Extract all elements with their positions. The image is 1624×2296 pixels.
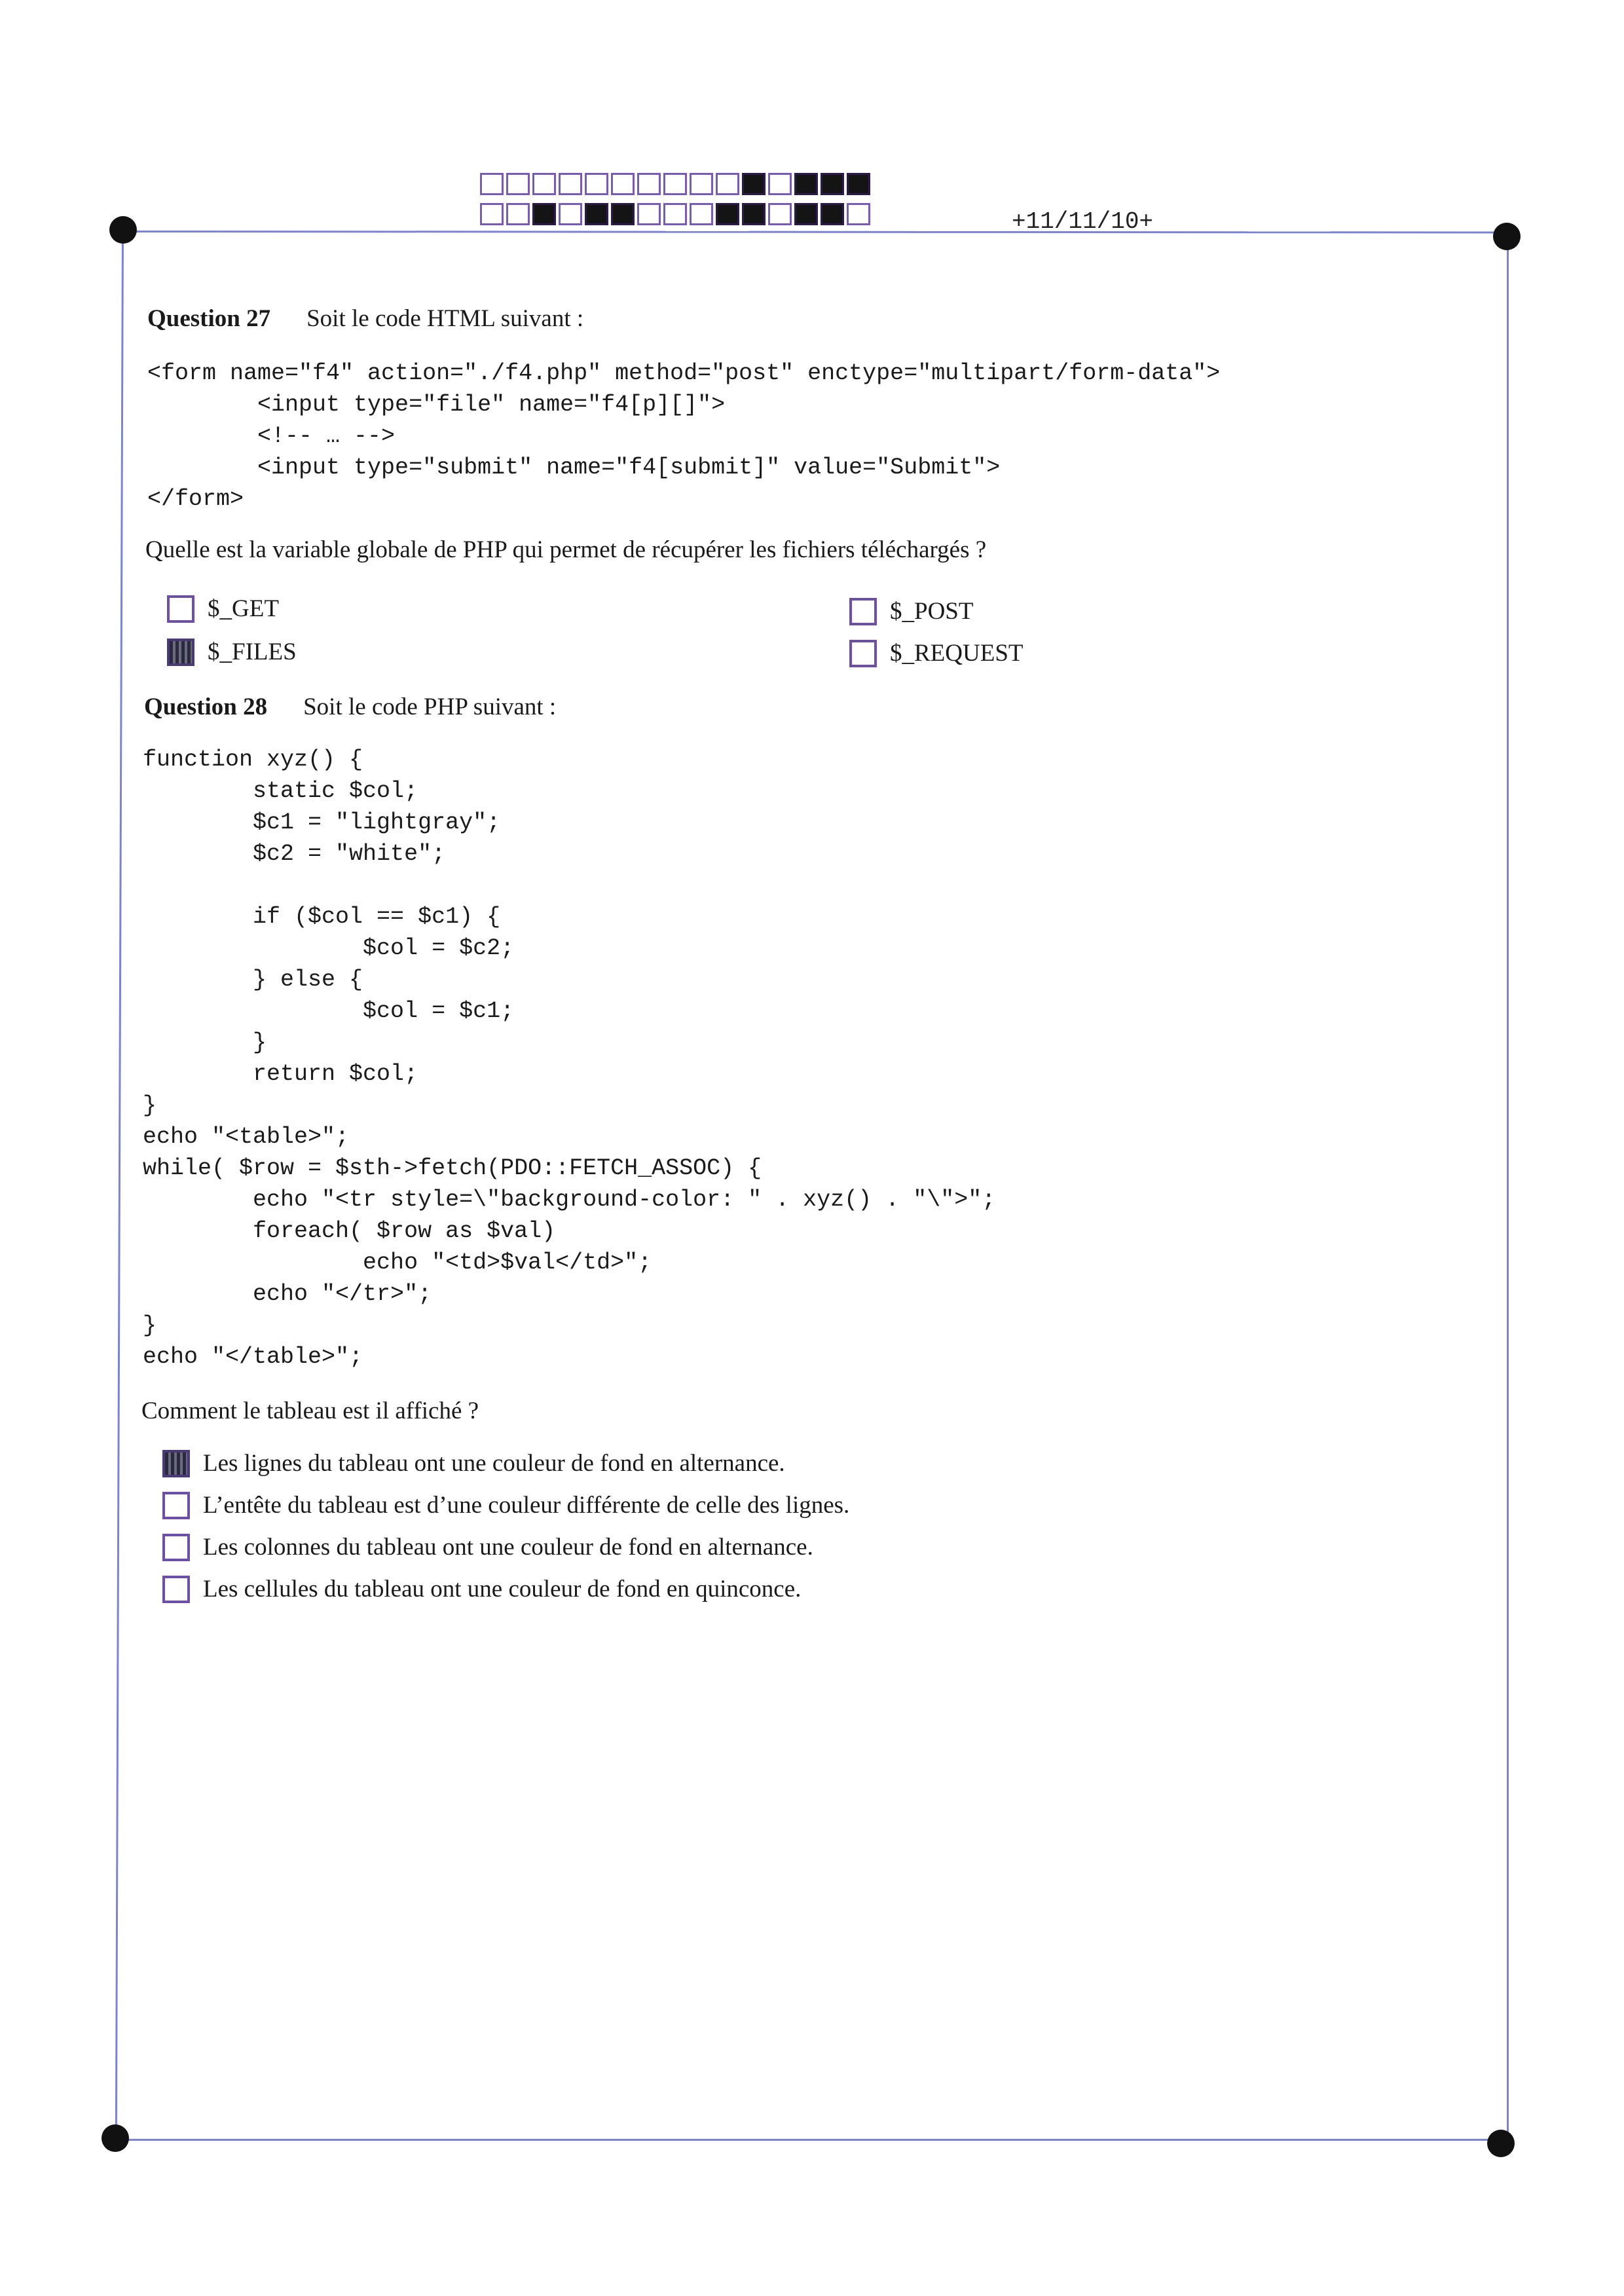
frame-right [1507, 236, 1509, 2140]
answer-option-alternating-columns[interactable] [162, 1533, 813, 1561]
answer-option-files[interactable] [167, 638, 297, 666]
question-intro: Soit le code PHP suivant : [303, 694, 557, 720]
barcode-cell [716, 203, 739, 225]
option-label: $_FILES [208, 639, 297, 665]
barcode-cell [821, 173, 844, 195]
checkbox-checked[interactable] [167, 639, 194, 666]
option-label: Les lignes du tableau ont une couleur de fond en alternance. [203, 1450, 785, 1477]
checkbox[interactable] [162, 1534, 190, 1561]
barcode-cell [794, 203, 818, 225]
barcode-cell [611, 203, 635, 225]
answer-option-request[interactable] [849, 639, 1024, 667]
barcode-cell [768, 173, 792, 195]
answer-option-header-color[interactable] [162, 1491, 849, 1519]
php-code-block: function xyz() { static $col; $c1 = "lightgray"; $c2 = "white"; if ($col == $c1) { $col = $c2; } else { $col = $c1; } return $col; } echo "<table>"; while( $row = $sth->fetch(PDO::FETCH_ASSOC) { echo "<tr style=\"background-color: " . xyz() . "\">"; foreach( $row as $val) echo "<td>$val</td>"; echo "</tr>"; } echo "</table>"; [143, 747, 996, 1370]
html-code-block: <form name="f4" action="./f4.php" method="post" enctype="multipart/form-data"> <input type="file" name="f4[p][]"> <!-- … --> <input type="submit" name="f4[submit]" value="Submit"> </form> [147, 360, 1221, 512]
answer-option-get[interactable] [167, 595, 279, 623]
checkbox[interactable] [162, 1492, 190, 1519]
barcode-cell [585, 173, 608, 195]
barcode-cell [480, 203, 504, 225]
frame-left [115, 231, 124, 2140]
barcode-cell [559, 173, 582, 195]
barcode-cell [690, 173, 713, 195]
barcode-cell [637, 173, 661, 195]
question-number: Question 28 [144, 694, 268, 720]
corner-marker-top-right [1493, 223, 1521, 250]
answer-option-staggered-cells[interactable] [162, 1575, 801, 1603]
option-label: L’entête du tableau est d’une couleur différente de celle des lignes. [203, 1492, 850, 1519]
corner-marker-bottom-right [1487, 2130, 1515, 2157]
corner-marker-top-left [109, 216, 137, 244]
barcode-cell [480, 173, 504, 195]
frame-top [123, 231, 1507, 233]
barcode-cell [506, 173, 530, 195]
question-27-text: Quelle est la variable globale de PHP qui permet de récupérer les fichiers téléchargés ? [145, 536, 987, 563]
question-intro: Soit le code HTML suivant : [306, 305, 584, 332]
checkbox[interactable] [849, 640, 877, 667]
page-id: +11/11/10+ [1012, 208, 1154, 235]
barcode-cell [663, 173, 687, 195]
barcode-cell [716, 173, 739, 195]
question-27-heading [147, 305, 583, 333]
barcode-cell [794, 173, 818, 195]
frame-bottom [117, 2139, 1502, 2141]
checkbox[interactable] [167, 595, 194, 623]
option-label: Les cellules du tableau ont une couleur de fond en quinconce. [203, 1576, 802, 1602]
option-label: $_REQUEST [890, 640, 1024, 667]
barcode-cell [637, 203, 661, 225]
option-label: $_GET [208, 595, 279, 622]
question-28-text: Comment le tableau est il affiché ? [141, 1398, 479, 1424]
barcode-cell [821, 203, 844, 225]
barcode-cell [585, 203, 608, 225]
barcode-cell [768, 203, 792, 225]
barcode-cell [742, 203, 766, 225]
checkbox[interactable] [849, 598, 877, 625]
option-label: Les colonnes du tableau ont une couleur de fond en alternance. [203, 1534, 813, 1561]
barcode-cell [742, 173, 766, 195]
barcode-cell [847, 203, 870, 225]
question-28-heading [144, 693, 556, 721]
barcode-cell [847, 173, 870, 195]
barcode-cell [532, 173, 556, 195]
barcode-cell [690, 203, 713, 225]
barcode-row [480, 173, 873, 195]
checkbox[interactable] [162, 1576, 190, 1603]
barcode-cell [559, 203, 582, 225]
barcode-cell [532, 203, 556, 225]
barcode-row [480, 203, 873, 225]
option-label: $_POST [890, 598, 974, 625]
corner-marker-bottom-left [101, 2124, 129, 2152]
answer-option-alternating-rows[interactable] [162, 1449, 785, 1477]
barcode-cell [611, 173, 635, 195]
barcode-cell [663, 203, 687, 225]
checkbox-checked[interactable] [162, 1450, 190, 1477]
question-number: Question 27 [147, 305, 271, 332]
barcode-cell [506, 203, 530, 225]
answer-option-post[interactable] [849, 597, 973, 625]
